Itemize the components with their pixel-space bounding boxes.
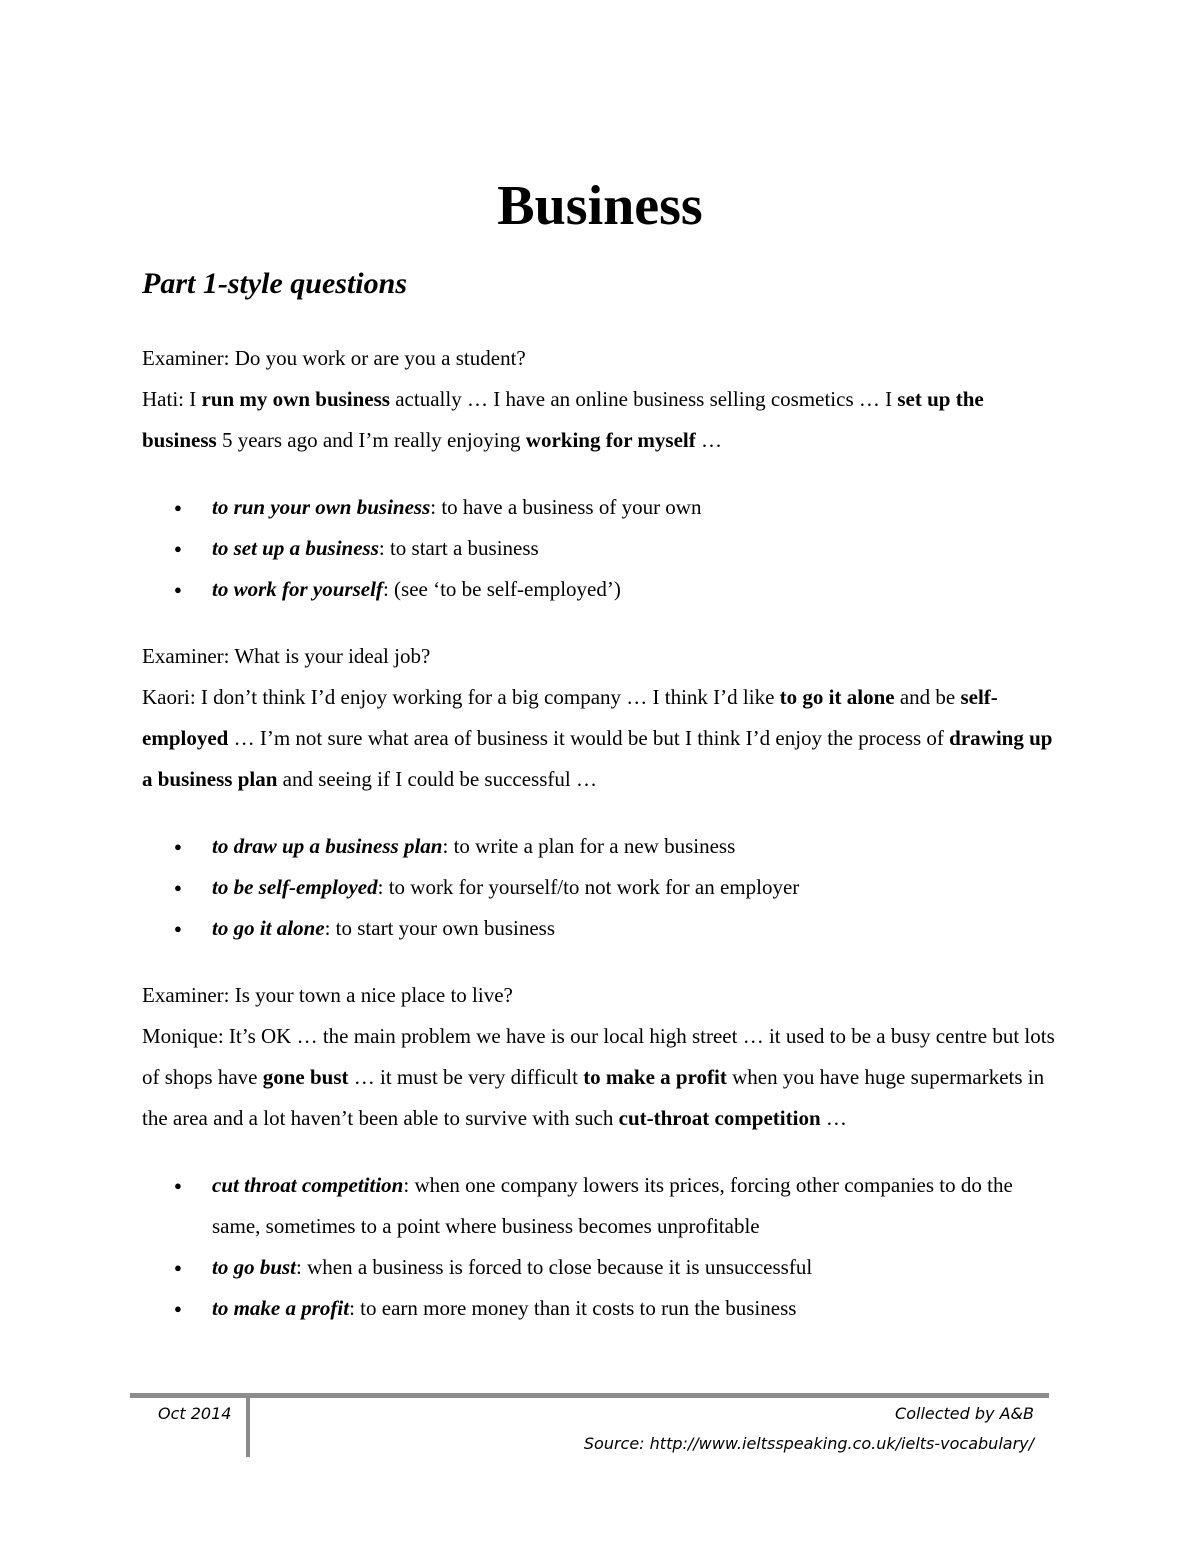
footer-date: Oct 2014 [158, 1404, 232, 1423]
qa-block-2 [142, 636, 1062, 949]
vocabulary-item [142, 1288, 1062, 1329]
footer-collected-by: Collected by A&B [895, 1404, 1034, 1423]
candidate-answer: Hati: I run my own business actually … I have an online business selling cosmetics … I set up the business 5 years ago and I’m really enjoying working for myself … [142, 387, 984, 452]
vocabulary-term: to work for yourself [212, 577, 383, 601]
vocabulary-term: to run your own business [212, 495, 431, 519]
vocabulary-definition: : to start your own business [324, 916, 555, 940]
vocabulary-term: cut throat competition [212, 1173, 404, 1197]
key-phrase: drawing up a business plan [142, 726, 1053, 791]
vocabulary-item [142, 528, 1062, 569]
footer-divider [130, 1393, 1049, 1398]
vocabulary-definition: : when one company lowers its prices, forcing other companies to do the same, sometimes to a point where business becomes unprofitable [212, 1173, 1013, 1238]
vocabulary-item [142, 908, 1062, 949]
footer-source-link[interactable]: Source: http://www.ieltsspeaking.co.uk/ielts-vocabulary/ [583, 1434, 1034, 1453]
examiner-question: Examiner: Is your town a nice place to live? [142, 983, 513, 1007]
qa-block-3 [142, 975, 1062, 1329]
speaker-name: Monique: [142, 1024, 224, 1048]
key-phrase: set up the business [142, 387, 984, 452]
vocabulary-list [142, 826, 1062, 949]
vocabulary-term: to be self-employed [212, 875, 378, 899]
vocabulary-term: to go it alone [212, 916, 325, 940]
vocabulary-definition: : (see ‘to be self-employed’) [382, 577, 621, 601]
vocabulary-item [142, 1247, 1062, 1288]
key-phrase: self-employed [142, 685, 998, 750]
key-phrase: cut-throat competition [618, 1106, 821, 1130]
vocabulary-list [142, 487, 1062, 610]
qa-block-1 [142, 338, 1062, 610]
key-phrase: to go it alone [779, 685, 895, 709]
key-phrase: working for myself [525, 428, 696, 452]
vocabulary-item [142, 569, 1062, 610]
key-phrase: to make a profit [583, 1065, 727, 1089]
speaker-name: Kaori: [142, 685, 196, 709]
vocabulary-item [142, 867, 1062, 908]
vocabulary-term: to make a profit [212, 1296, 350, 1320]
vocabulary-definition: : to work for yourself/to not work for an employer [377, 875, 800, 899]
key-phrase: gone bust [262, 1065, 349, 1089]
candidate-answer: Monique: It’s OK … the main problem we have is our local high street … it used to be a busy centre but lots of shops have gone bust … it must be very difficult to make a profit when you have huge supermarkets in the area and a lot haven’t been able to survive with such cut-throat competition … [142, 1024, 1055, 1130]
vocabulary-item [142, 487, 1062, 528]
key-phrase: run my own business [201, 387, 390, 411]
content [142, 338, 1062, 1355]
examiner-question: Examiner: What is your ideal job? [142, 644, 431, 668]
vocabulary-term: to draw up a business plan [212, 834, 443, 858]
vocabulary-definition: : to have a business of your own [430, 495, 702, 519]
candidate-answer: Kaori: I don’t think I’d enjoy working for a big company … I think I’d like to go it alone and be self-employed … I’m not sure what area of business it would be but I think I’d enjoy the process of drawing up a business plan and seeing if I could be successful … [142, 685, 1053, 791]
vocabulary-item [142, 1165, 1062, 1247]
speaker-name: Hati: [142, 387, 184, 411]
vocabulary-term: to set up a business [212, 536, 379, 560]
vocabulary-term: to go bust [212, 1255, 297, 1279]
footer-separator [246, 1398, 250, 1457]
vocabulary-item [142, 826, 1062, 867]
section-subtitle: Part 1-style questions [142, 267, 408, 300]
vocabulary-definition: : to start a business [378, 536, 539, 560]
page-title: Business [497, 175, 703, 237]
vocabulary-definition: : when a business is forced to close because it is unsuccessful [296, 1255, 813, 1279]
vocabulary-definition: : to earn more money than it costs to run the business [349, 1296, 797, 1320]
vocabulary-definition: : to write a plan for a new business [442, 834, 736, 858]
vocabulary-list [142, 1165, 1062, 1329]
examiner-question: Examiner: Do you work or are you a student? [142, 346, 526, 370]
